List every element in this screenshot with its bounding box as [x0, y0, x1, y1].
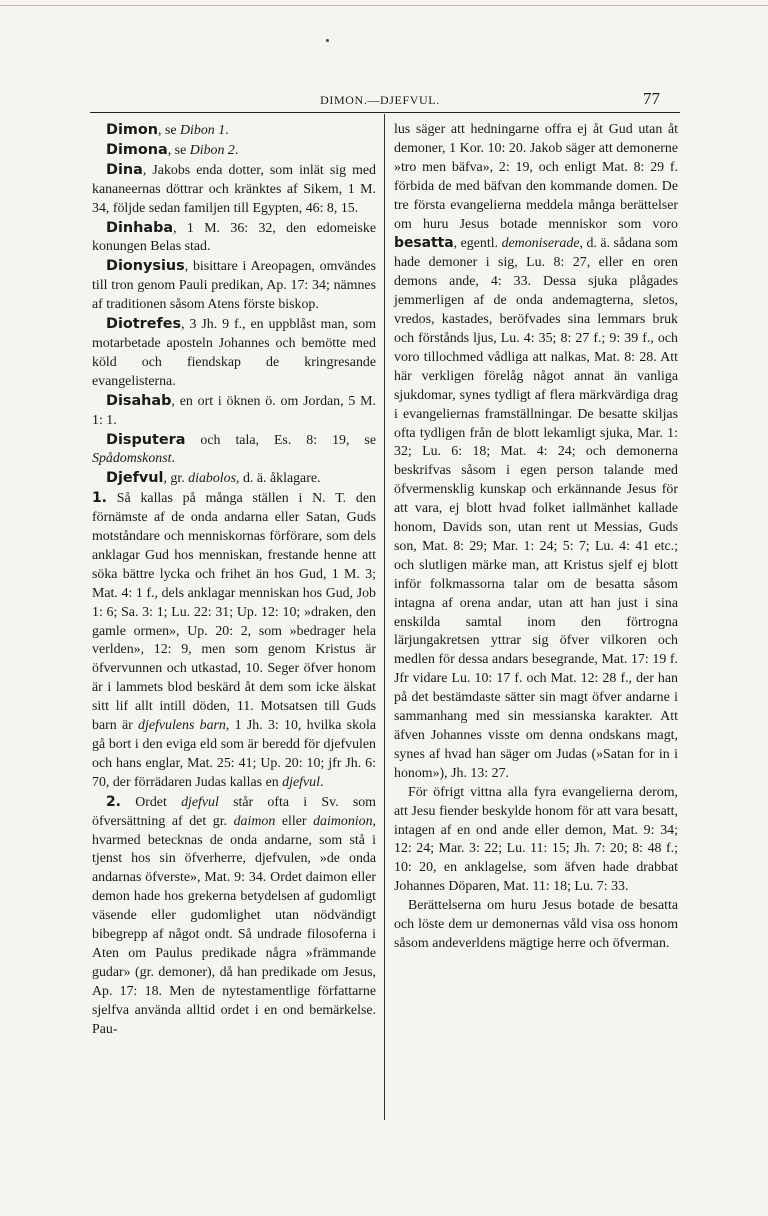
entry-text: . [171, 451, 175, 467]
column-divider [384, 114, 385, 1120]
top-edge-rule [0, 5, 768, 6]
entry-text: , se [167, 142, 190, 158]
paragraph: Berättelserna om huru Jesus botade de besatta och löste dem ur demonernas våld visa oss honom såsom andeverldens mägtige herre och öfverman. [394, 898, 678, 951]
djefvul-continuation [394, 121, 678, 784]
headword: Dina [106, 161, 143, 178]
emphasis: daimonion [313, 813, 373, 829]
entry-text: , en ort i öknen ö. om Jordan, 5 M. 1: 1. [92, 393, 376, 428]
entry-text: Så kallas på många ställen i N. T. den förnämste af de onda andarna eller Satan, Guds motståndare och menniskornas förförare, som dels anklagar Gud hos menniskan, frestande henne att söka bättre lycka och frihet än hos Gud, 1 M. 3; Mat. 4: 1 f., dels anklagar menniskan hos Gud, Job 1: 6; Sa. 3: 1; Lu. 22: 31; Up. 12: 10; »draken, den gamle ormen», Up. 20: 2, som »bedrager hela verlden», 12: 9, men som genom Kristus är öfvervunnen och utkastad, 10. Seger öfver honom är i lammets blod beskärd åt dem som icke älskat sitt lif allt intill döden, 11. Motsatsen till Guds barn är [92, 491, 376, 734]
greek-term: diabolos [188, 471, 237, 487]
entry-disahab [92, 392, 376, 431]
entry-dina [92, 161, 376, 219]
entry-text: , Jakobs enda dotter, som inlät sig med kananeernas döttrar och kränktes af Sikem, 1 M. 34, följde sedan familjen till Egypten, 46: 8, 15. [92, 162, 376, 216]
paragraph: För öfrigt vittna alla fyra evangelierna derom, att Jesu fiender beskylde honom för att vara besatt, intagen af en ond ande eller demon, Mat. 9: 34; 12: 24; Mar. 3: 22; Lu. 11: 15; Jh. 7: 20; 8: 48 f.; 10: 20, en anklagelse, som äfven hade drabbat Johannes Döparen, Mat. 11: 18; Lu. 7: 33. [394, 784, 678, 895]
djefvul-section-1 [92, 489, 376, 793]
entry-dinhaba [92, 219, 376, 258]
entry-text: står ofta i Sv. som öfversättning af det gr. [92, 794, 376, 829]
emphasis: daimon [233, 813, 276, 829]
entry-text: . [225, 123, 229, 138]
entry-dimon [92, 121, 376, 141]
entry-text: , hvarmed betecknas de onda andarne, som stå i tjenst hos sin öfverherre, djefvulen, »de onda andarnas öfverste», Mat. 9: 34. Ordet daimon eller demon hade hos grekerna betydelsen af gudomligt väsende eller gudomlighet utan nödvändigt bibegrepp af något ondt. Så undrade filosoferna i Aten om Paulus predikade några »främmande gudar» (gr. demoner), då han predikade om Jesus, Ap. 17: 18. Men de nytestamentlige författarne sjelfva använda alltid ordet i en ond bemärkelse. Pau- [92, 813, 376, 1037]
entry-text: , 1 Jh. 3: 10, hvilka skola gå bort i den eviga eld som är beredd för djefvulen och hans englar, Mat. 25: 41; Up. 20: 10; jfr Jh. 6: 70, der förrädaren Judas kallas en [92, 718, 376, 790]
emphasis: djefvulens barn [138, 718, 226, 734]
entry-text: och tala, Es. 8: 19, se [185, 432, 376, 448]
entry-text: , gr. [163, 471, 189, 487]
printer-dot-mark [326, 39, 329, 42]
header-rule [90, 112, 680, 113]
headword: Disahab [106, 392, 172, 409]
emphasis: djefvul [282, 774, 320, 790]
page-number: 77 [643, 89, 660, 108]
cross-reference: Dibon 1 [180, 123, 226, 138]
entry-text: , 3 Jh. 9 f., en uppblåst man, som motarbetade aposteln Johannes och bemötte med köld och fiendskap de kringresande evangelisterna. [92, 317, 376, 389]
emphasis: djefvul [181, 794, 219, 810]
entry-dionysius [92, 257, 376, 315]
entry-text: eller [275, 813, 314, 829]
emphasis: demoniserade [501, 236, 580, 252]
headword: Disputera [106, 431, 186, 448]
entry-diotrefes [92, 315, 376, 392]
entry-text: , d. ä. åklagare. [236, 471, 321, 487]
cross-reference: Dibon 2 [189, 142, 235, 158]
entry-text: , bisittare i Areopagen, omvändes till tron genom Pauli predikan, Ap. 17: 34; nämnes af traditionen såsom Atens förste biskop. [92, 259, 376, 313]
entry-text: . [234, 142, 239, 158]
entry-dimona [92, 141, 376, 161]
cross-reference: Spådomskonst [92, 451, 172, 467]
left-column [92, 121, 376, 1040]
right-column [394, 121, 678, 954]
entry-text: lus säger att hedningarne offra ej åt Gud utan åt demoner, 1 Kor. 10: 20. Jakob säger att demonerne »tro men bäfva», 2: 19, och enligt Mat. 8: 29 f. förbida de med bäfvan den kommande domen. De tre första evangelierna meddela många berättelser om huru Jesus botade menniskor som voro [394, 122, 678, 232]
headword: Dimon [106, 122, 159, 138]
headword: Dimona [106, 141, 168, 158]
headword: Dionysius [106, 258, 185, 275]
bold-term: besatta [394, 235, 454, 252]
djefvul-section-2 [92, 793, 376, 1040]
headword: Djefvul [106, 470, 164, 487]
entry-text: , se [158, 123, 181, 138]
running-head: DIMON.—DJEFVUL. [320, 93, 440, 107]
entry-disputera [92, 431, 376, 470]
entry-text: , 1 M. 36: 32, den edomeiske konungen Belas stad. [92, 220, 376, 255]
entry-text: , d. ä. sådana som hade demoner i sig, Lu. 8: 27, eller en oren demons ande, 4: 33. Dessa sjuka plågades jemmerligen af de onda andemagterna, sletos, vredos, kastades, beröfvades sina lemmars bruk och förstånds ljus, Lu. 4: 35; 8: 27 f.; 9: 39 f., och voro tillochmed vådliga att nalkas, Mat. 8: 28. Att här verkligen förelåg något annat än vanliga sjukdomar, synes tydligt af flera märkvärdiga drag i evangeliernas framställningar. De besatte skiljas ofta tydligen från de blott lekamligt sjuka, Mar. 1: 32; Lu. 6: 18; Mat. 4: 24; och demonerna beskrifvas såsom i egen person talande med öfvermensklig kunskap och erkännande Jesus för att vara, ej blott hvad folket iallmänhet kallade honom, Davids son, utan rent ut Messias, Guds son, Mat. 8: 29; Mar. 1: 24; 5: 7; Lu. 4: 41 etc.; och slutligen märke man, att Kristus sjelf ej blott inför folkmassorna talar om de besatta såsom intagna af orena andar, utan att han just i sina enskilda samtal inom den förtrogna lärjungakretsen yttrar sig öfver vilkoren och medlen för dessa andars besegrande, Mat. 17: 19 f. Jfr vidare Lu. 10: 17 f. och Mat. 12: 28 f., der han på det bestämdaste sätter sin magt öfver andarne i sammanhang med sin messianska karakter. Att äfven Johannes visste om denna ondskans magt, synes af hvad han säger om Judas (»Satan for in i honom»), Jh. 13: 27. [394, 236, 678, 781]
entry-text: . [319, 774, 324, 790]
headword: Dinhaba [106, 219, 174, 236]
entry-text: Ordet [120, 794, 182, 810]
section-number: 2. [106, 793, 121, 810]
headword: Diotrefes [106, 316, 182, 333]
entry-text: , egentl. [453, 236, 502, 252]
section-number: 1. [92, 490, 107, 507]
entry-djefvul [92, 469, 376, 489]
